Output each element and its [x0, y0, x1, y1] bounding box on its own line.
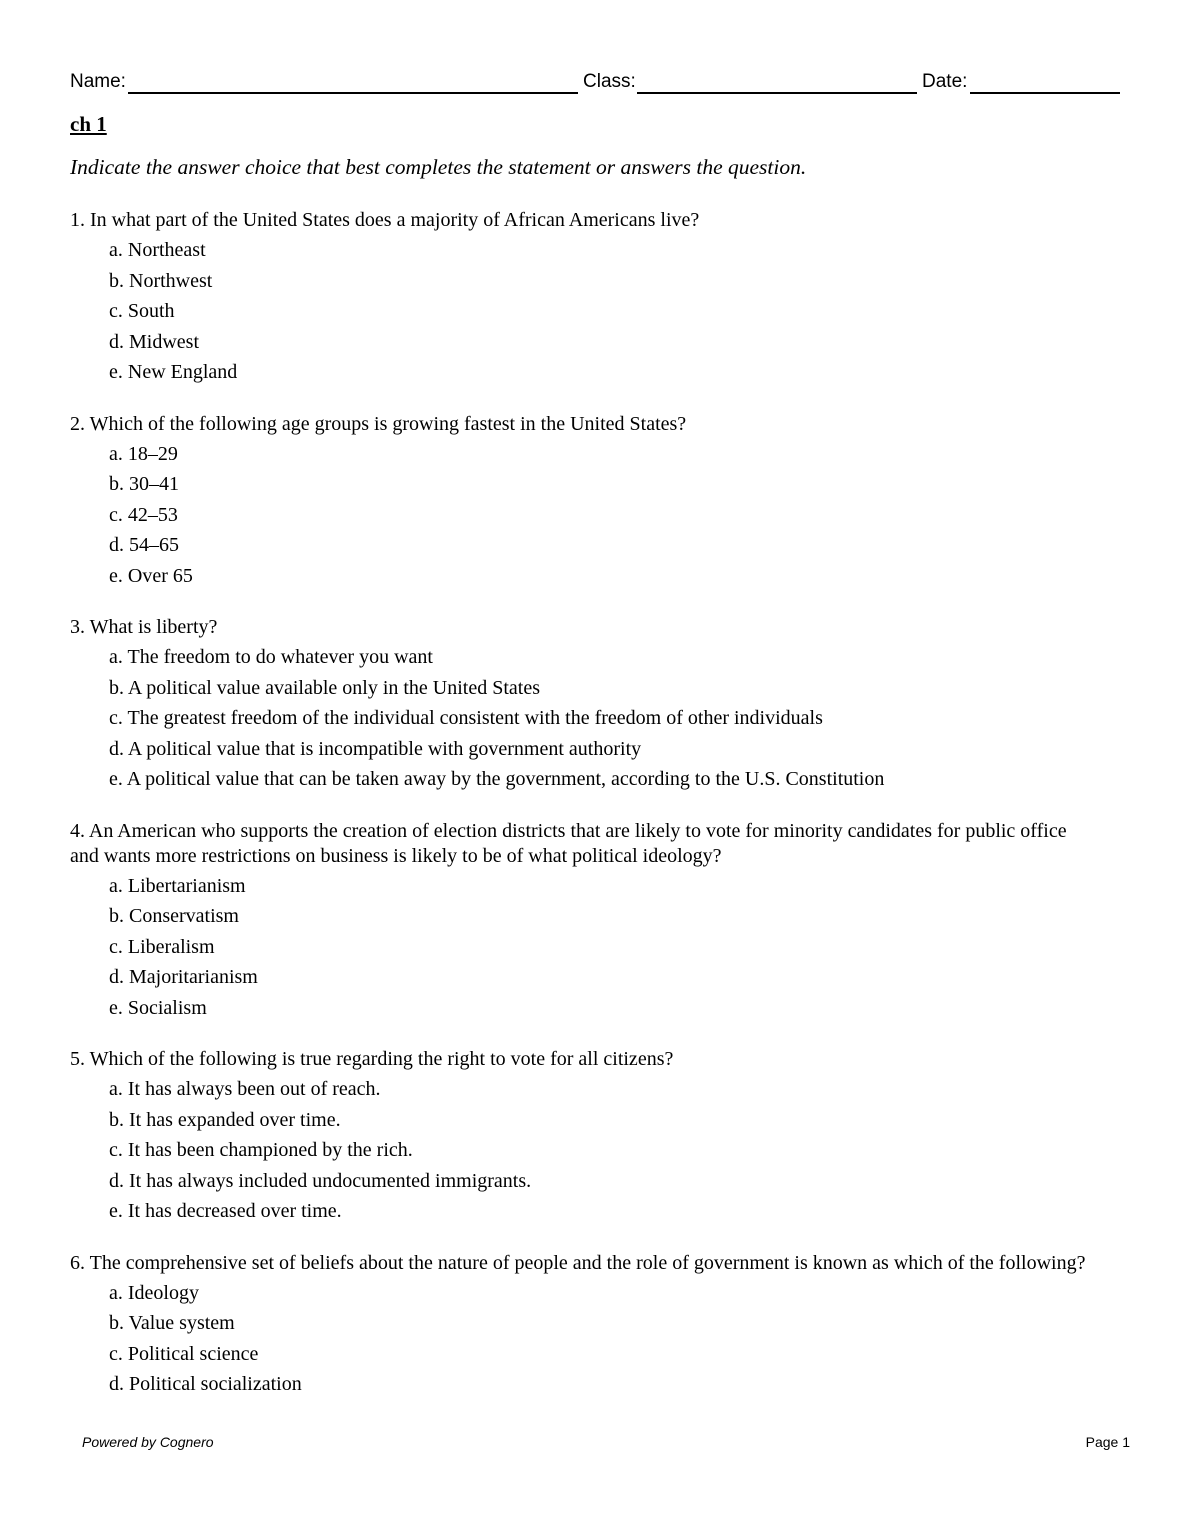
- answer-option: a. It has always been out of reach.: [109, 1078, 381, 1100]
- answer-option: b. Value system: [109, 1312, 235, 1334]
- student-info-header: [70, 68, 1120, 96]
- question-stem: 3. What is liberty?: [70, 616, 218, 638]
- name-label: Name:: [70, 71, 126, 92]
- answer-option: d. It has always included undocumented immigrants.: [109, 1169, 532, 1192]
- answer-option: a. Ideology: [109, 1281, 199, 1304]
- class-label: Class:: [583, 71, 636, 92]
- question-1: [70, 208, 1100, 388]
- answer-option: b. Northwest: [109, 269, 213, 292]
- question-stem: 1. In what part of the United States does a majority of African Americans live?: [70, 209, 700, 231]
- answer-option: c. It has been championed by the rich.: [109, 1139, 413, 1161]
- answer-option: c. The greatest freedom of the individual consistent with the freedom of other individuals: [109, 707, 823, 729]
- question-6: [70, 1251, 1100, 1400]
- question-stem: 4. An American who supports the creation of election districts that are likely to vote for minority candidates for public office and wants more restrictions on business is likely to be of what political ideology?: [70, 819, 1067, 867]
- answer-option: d. Political socialization: [109, 1373, 302, 1395]
- answer-option: c. 42–53: [109, 503, 178, 526]
- answer-option: e. Over 65: [109, 564, 193, 587]
- answer-option: e. A political value that can be taken away by the government, according to the U.S. Constitution: [109, 768, 885, 790]
- answer-option: a. The freedom to do whatever you want: [109, 646, 433, 668]
- date-blank-line: [970, 92, 1120, 94]
- page-number: Page 1: [1085, 1434, 1130, 1450]
- answer-option: b. It has expanded over time.: [109, 1108, 341, 1131]
- question-stem: 5. Which of the following is true regarding the right to vote for all citizens?: [70, 1048, 674, 1070]
- answer-options: [70, 439, 1100, 592]
- answer-option: d. Midwest: [109, 330, 199, 353]
- answer-option: e. It has decreased over time.: [109, 1200, 342, 1222]
- question-stem: 6. The comprehensive set of beliefs about the nature of people and the role of government is known as which of the following?: [70, 1251, 1086, 1274]
- question-3: [70, 615, 1100, 795]
- powered-by-footer: Powered by Cognero: [82, 1434, 214, 1450]
- answer-options: [70, 235, 1100, 388]
- name-blank-line: [128, 92, 578, 94]
- answer-option: b. A political value available only in the United States: [109, 676, 541, 699]
- answer-options: [70, 1074, 1100, 1227]
- answer-options: [70, 1278, 1100, 1400]
- date-label: Date:: [922, 71, 968, 92]
- answer-option: c. Liberalism: [109, 935, 215, 958]
- answer-option: d. A political value that is incompatible with government authority: [109, 737, 642, 760]
- answer-option: a. Northeast: [109, 239, 206, 261]
- answer-option: a. 18–29: [109, 442, 178, 465]
- instructions: Indicate the answer choice that best completes the statement or answers the question.: [70, 155, 807, 179]
- answer-option: b. 30–41: [109, 473, 179, 495]
- question-5: [70, 1047, 1100, 1227]
- answer-option: d. 54–65: [109, 534, 179, 556]
- question-2: [70, 412, 1100, 592]
- answer-options: [70, 871, 1100, 1024]
- answer-option: b. Conservatism: [109, 905, 239, 927]
- question-list: [70, 208, 1100, 1424]
- answer-option: c. South: [109, 300, 175, 322]
- answer-option: e. New England: [109, 361, 238, 383]
- question-stem: 2. Which of the following age groups is growing fastest in the United States?: [70, 412, 687, 435]
- question-4: [70, 819, 1100, 1024]
- answer-option: c. Political science: [109, 1342, 259, 1365]
- answer-option: d. Majoritarianism: [109, 966, 258, 988]
- answer-option: a. Libertarianism: [109, 874, 246, 897]
- answer-option: e. Socialism: [109, 996, 207, 1019]
- class-blank-line: [637, 92, 917, 94]
- answer-options: [70, 642, 1100, 795]
- chapter-title: ch 1: [70, 112, 107, 136]
